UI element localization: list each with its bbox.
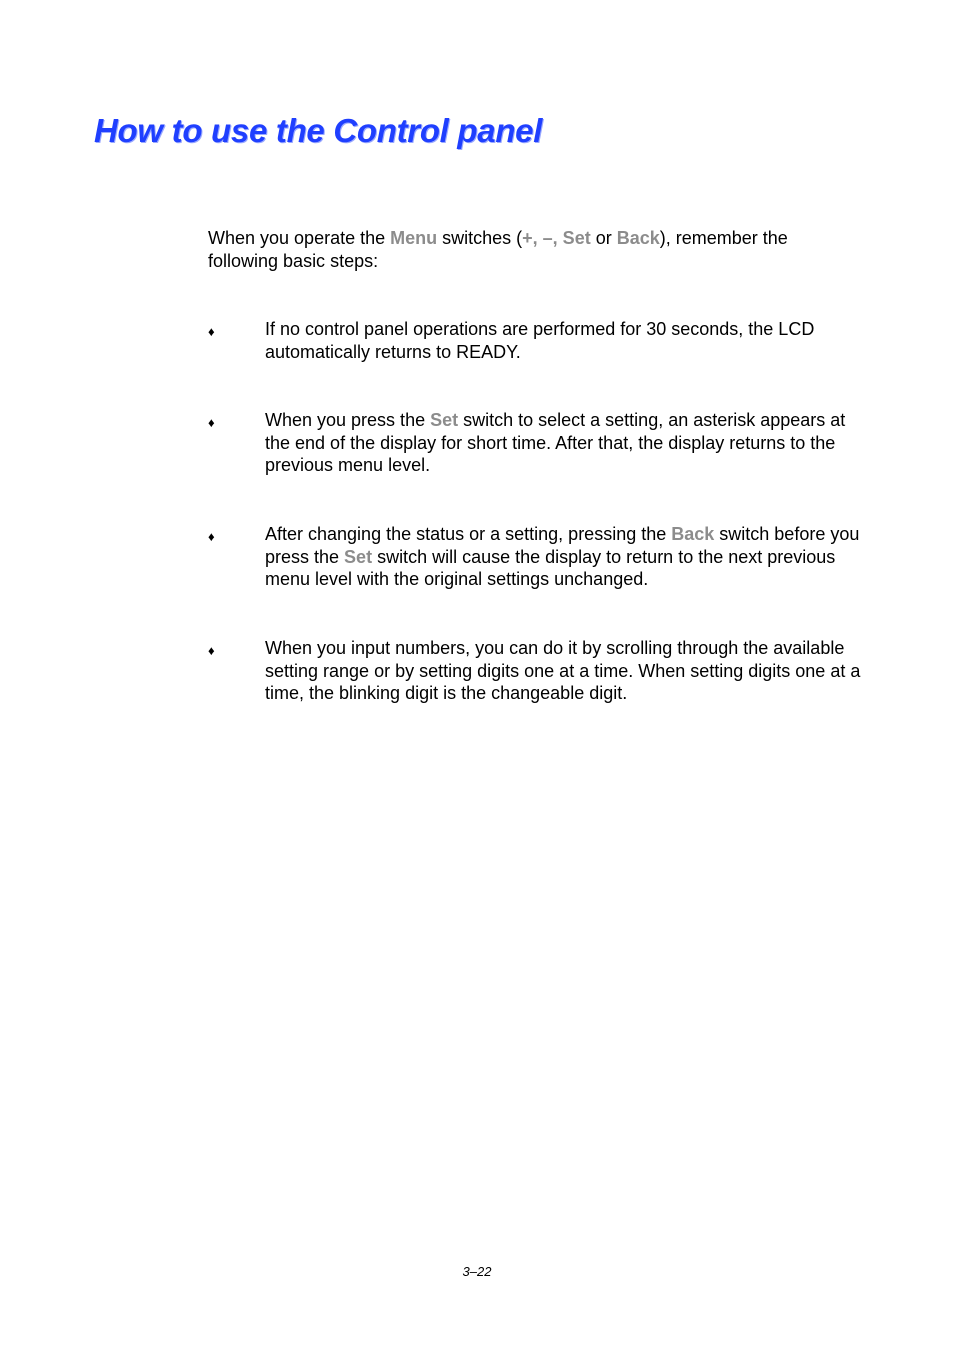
set-keyword: Set <box>344 546 373 567</box>
bullet-text-segment: switch to select a setting, an asterisk appears at the end of the display for short time. After that, the display returns to the previous menu level. <box>265 410 846 475</box>
page-title: How to use the Control panel <box>94 112 543 149</box>
bullet-text <box>265 409 865 477</box>
page-number: 3–22 <box>462 1264 492 1279</box>
intro-text-2: switches ( <box>437 228 523 248</box>
bullet-text-segment: switch before you press the <box>265 524 860 567</box>
diamond-bullet-icon: ♦ <box>208 643 215 658</box>
back-keyword: Back <box>671 524 715 544</box>
bullet-text <box>265 637 865 705</box>
intro-paragraph <box>208 227 848 272</box>
bullet-text-segment: When you press the <box>265 410 431 430</box>
bullet-text-segment: After changing the status or a setting, pressing the <box>265 524 672 544</box>
bullet-text <box>265 318 865 363</box>
back-keyword: Back <box>616 228 660 248</box>
bullet-text-segment: When you input numbers, you can do it by scrolling through the available setting range or by setting digits one at a time. When setting digits one at a time, the blinking digit is the changeable digit. <box>265 638 861 703</box>
diamond-bullet-icon: ♦ <box>208 415 215 430</box>
intro-text-1: When you operate the <box>208 228 391 248</box>
bullet-text-segment: If no control panel operations are performed for 30 seconds, the LCD automatically returns to READY. <box>265 319 815 362</box>
diamond-bullet-icon: ♦ <box>208 529 215 544</box>
menu-keyword: Menu <box>390 228 438 248</box>
intro-text-4: ), remember the following basic steps: <box>208 228 788 271</box>
bullet-text <box>265 523 865 591</box>
bullet-text-segment: switch will cause the display to return to the next previous menu level with the original settings unchanged. <box>265 546 836 589</box>
intro-text-3: or <box>590 228 617 248</box>
diamond-bullet-icon: ♦ <box>208 324 215 339</box>
set-keyword: Set <box>430 410 459 430</box>
keys-keyword: +, –, Set <box>522 228 591 248</box>
